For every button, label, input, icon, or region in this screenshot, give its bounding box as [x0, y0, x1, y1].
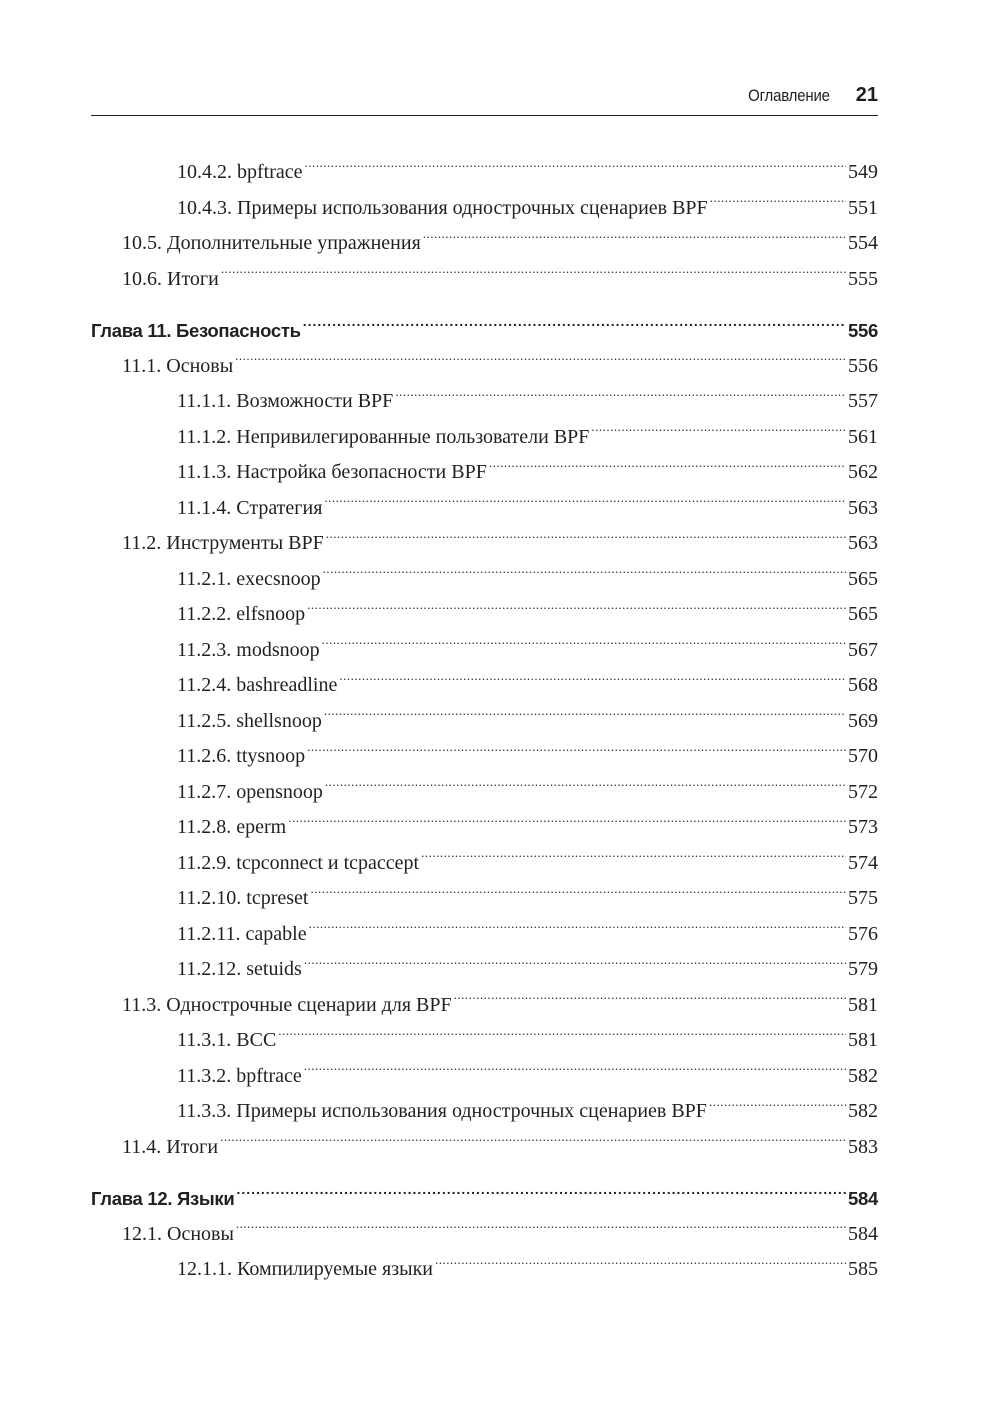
- toc-entry-title: 11.1.3. Настройка безопасности BPF: [177, 461, 487, 483]
- dot-leader: [325, 778, 846, 798]
- toc-entry-page: 568: [848, 674, 878, 696]
- toc-entry-title: 11.3.2. bpftrace: [177, 1064, 302, 1087]
- toc-entry: [91, 1217, 878, 1253]
- dot-leader: [423, 229, 846, 249]
- toc-entry-title: 11.2.10. tcpreset: [177, 887, 309, 909]
- toc-entry-page: 551: [848, 196, 878, 219]
- page-number: 21: [855, 84, 878, 106]
- toc-entry-page: 565: [848, 603, 878, 625]
- toc-entry-page: 582: [848, 1100, 878, 1122]
- toc-entry-page: 549: [848, 161, 878, 183]
- toc-entry-title: 11.2.2. elfsnoop: [177, 603, 306, 625]
- dot-leader: [278, 1026, 846, 1046]
- toc-entry: [91, 810, 878, 846]
- dot-leader: [421, 849, 846, 869]
- toc-entry: [91, 988, 878, 1024]
- dot-leader: [236, 1220, 846, 1240]
- toc-entry-title: 11.2.6. ttysnoop: [177, 745, 306, 767]
- toc-entry-page: 582: [848, 1064, 878, 1087]
- toc-entry-page: 554: [848, 232, 878, 254]
- dot-leader: [339, 671, 846, 691]
- toc-entry: [91, 420, 878, 456]
- toc-entry: [91, 155, 878, 191]
- toc-entry: [91, 491, 878, 527]
- toc-entry-title: Глава 11. Безопасность: [91, 320, 301, 341]
- toc-entry-page: 584: [848, 1188, 878, 1209]
- toc-entry-title: 11.2.3. modsnoop: [177, 638, 320, 661]
- toc-entry: [91, 562, 878, 598]
- toc-entry-title: 10.5. Дополнительные упражнения: [122, 232, 421, 254]
- dot-leader: [324, 707, 846, 727]
- toc-entry: [91, 262, 878, 298]
- toc-entry: [91, 349, 878, 385]
- toc-entry-title: 11.1.1. Возможности BPF: [177, 390, 394, 412]
- toc-entry: [91, 917, 878, 953]
- toc-entry: [91, 526, 878, 562]
- toc-entry: [91, 191, 878, 227]
- toc-entry: [91, 1023, 878, 1059]
- toc-entry: [91, 455, 878, 491]
- dot-leader: [591, 423, 846, 443]
- toc-entry-title: 10.6. Итоги: [122, 267, 219, 290]
- toc-entry-page: 576: [848, 922, 878, 945]
- toc-entry-title: 11.3.3. Примеры использования однострочных сценариев BPF: [177, 1100, 707, 1122]
- toc-entry-title: 12.1. Основы: [122, 1222, 234, 1245]
- toc-entry-page: 573: [848, 816, 878, 838]
- dot-leader: [489, 458, 846, 478]
- dot-leader: [220, 1133, 846, 1153]
- toc-entry: [91, 633, 878, 669]
- dot-leader: [395, 387, 846, 407]
- dot-leader: [324, 494, 846, 514]
- dot-leader: [435, 1255, 846, 1275]
- toc-entry-page: 572: [848, 780, 878, 803]
- toc-entry: [91, 952, 878, 988]
- toc-entry-title: 11.1.4. Стратегия: [177, 496, 323, 519]
- dot-leader: [307, 600, 846, 620]
- toc-entry-title: 11.3.1. BCC: [177, 1029, 277, 1051]
- toc-entry-page: 583: [848, 1135, 878, 1158]
- toc-entry-page: 556: [848, 354, 878, 377]
- toc-entry-page: 567: [848, 638, 878, 661]
- toc-entry-page: 584: [848, 1222, 878, 1245]
- toc-entry: [91, 668, 878, 704]
- dot-leader: [304, 1062, 846, 1082]
- header-rule: [91, 115, 878, 116]
- toc-entry-page: 570: [848, 745, 878, 767]
- dot-leader: [454, 991, 846, 1011]
- toc-entry-page: 575: [848, 887, 878, 909]
- toc-entry-page: 563: [848, 496, 878, 519]
- dot-leader: [304, 955, 846, 975]
- dot-leader: [288, 813, 846, 833]
- toc-entry-page: 581: [848, 1029, 878, 1051]
- toc-entry-page: 574: [848, 851, 878, 874]
- toc-entry-title: 11.2.4. bashreadline: [177, 674, 338, 696]
- dot-leader: [307, 742, 846, 762]
- dot-leader: [322, 636, 846, 656]
- toc-entry-title: 11.2.1. execsnoop: [177, 567, 321, 590]
- toc-entry-title: 11.3. Однострочные сценарии для BPF: [122, 993, 452, 1016]
- toc-entry-title: 10.4.3. Примеры использования однострочных сценариев BPF: [177, 196, 708, 219]
- toc-entry-page: 563: [848, 532, 878, 554]
- toc-entry-title: 12.1.1. Компилируемые языки: [177, 1258, 433, 1280]
- toc-entry-page: 557: [848, 390, 878, 412]
- toc-entry: [91, 226, 878, 262]
- toc-entry: [91, 1094, 878, 1130]
- dot-leader: [303, 319, 846, 338]
- dot-leader: [323, 565, 846, 585]
- toc-entry-page: 556: [848, 320, 878, 341]
- toc-entry-page: 585: [848, 1258, 878, 1280]
- toc-entry-title: 11.2.8. eperm: [177, 816, 287, 838]
- running-head-title: Оглавление: [748, 86, 830, 105]
- toc-entry: [91, 739, 878, 775]
- dot-leader: [710, 194, 846, 214]
- toc-entry-page: 581: [848, 993, 878, 1016]
- toc-entry: [91, 1252, 878, 1288]
- toc-entry-title: 10.4.2. bpftrace: [177, 161, 303, 183]
- running-head: [91, 84, 878, 114]
- toc-entry: [91, 597, 878, 633]
- toc-chapter-entry: [91, 1181, 878, 1217]
- toc-entry-title: 11.2.12. setuids: [177, 958, 302, 980]
- dot-leader: [309, 920, 846, 940]
- dot-leader: [310, 884, 846, 904]
- toc-entry-title: 11.4. Итоги: [122, 1135, 219, 1158]
- toc-entry-title: 11.2.11. capable: [177, 922, 307, 945]
- toc-entry-title: 11.2.7. opensnoop: [177, 780, 323, 803]
- dot-leader: [305, 158, 846, 178]
- toc-entry-page: 561: [848, 425, 878, 448]
- toc-entry-title: Глава 12. Языки: [91, 1188, 235, 1209]
- toc-entry-title: 11.1. Основы: [122, 354, 234, 377]
- toc-entry: [91, 704, 878, 740]
- dot-leader: [709, 1097, 846, 1117]
- toc-entry-title: 11.2.5. shellsnoop: [177, 709, 322, 732]
- toc-entry-title: 11.2. Инструменты BPF: [122, 532, 324, 554]
- toc-entry: [91, 384, 878, 420]
- dot-leader: [326, 529, 846, 549]
- toc-entry-page: 562: [848, 461, 878, 483]
- toc-entry-page: 569: [848, 709, 878, 732]
- toc-entry-page: 579: [848, 958, 878, 980]
- toc-entry-title: 11.2.9. tcpconnect и tcpaccept: [177, 851, 420, 874]
- toc-entry-page: 555: [848, 267, 878, 290]
- dot-leader: [221, 265, 846, 285]
- toc-entry: [91, 1059, 878, 1095]
- toc-entry: [91, 1130, 878, 1166]
- toc-entry: [91, 775, 878, 811]
- toc-entry-title: 11.1.2. Непривилегированные пользователи BPF: [177, 425, 590, 448]
- toc-entry: [91, 846, 878, 882]
- toc-entry: [91, 881, 878, 917]
- toc-chapter-entry: [91, 313, 878, 349]
- dot-leader: [236, 1187, 846, 1206]
- dot-leader: [235, 352, 846, 372]
- toc-entry-page: 565: [848, 567, 878, 590]
- table-of-contents: [91, 155, 878, 1288]
